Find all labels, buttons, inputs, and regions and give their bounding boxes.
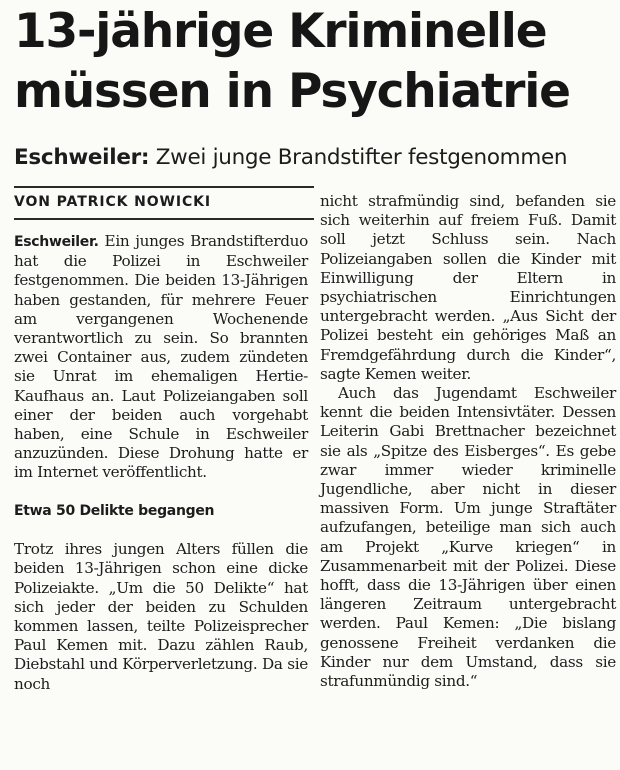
lead-place: Eschweiler.: [14, 234, 99, 250]
paragraph-3: nicht strafmündig sind, befanden sie sich weiterhin auf freiem Fuß. Damit soll jetzt Schluss sein. Nach Polizeiangaben sollen die Kinder mit Einwilligung der Eltern in psychiatrischen Einrichtungen untergebracht werden. „Aus Sicht der Polizei besteht ein gehöriges Maß an Fremdgefährdung durch die Kinder“, sagte Kemen weiter.: [320, 192, 616, 383]
section-subtitle: Etwa 50 Delikte begangen: [14, 502, 215, 519]
paragraph-intro-text: Ein junges Brandstifterduo hat die Polizei in Eschweiler festgenommen. Die beiden 13-Jährigen haben gestanden, für mehrere Feuer am vergangenen Wochenende verantwortlich zu sein. So brannten zwei Container aus, zudem zündeten sie Unrat im ehemaligen Hertie-Kaufhaus an. Laut Polizeiangaben soll einer der beiden auch vorgehabt haben, eine Schule in Eschweiler anzuzünden. Diese Drohung hatte er im Internet veröffentlicht.: [14, 232, 308, 482]
subheadline-text: Zwei junge Brandstifter festgenommen: [149, 145, 568, 170]
byline-rule-top: [14, 186, 314, 188]
column-right: [320, 192, 616, 691]
headline-line-2: müssen in Psychiatrie: [14, 64, 570, 119]
headline: [14, 2, 614, 122]
byline-rule-bottom: [14, 218, 314, 220]
column-left: [14, 232, 308, 694]
subheadline: [14, 144, 614, 172]
byline: VON PATRICK NOWICKI: [14, 194, 212, 210]
headline-line-1: 13-jährige Kriminelle: [14, 4, 547, 59]
paragraph-4: Auch das Jugendamt Eschweiler kennt die beiden Intensivtäter. Dessen Leiterin Gabi Brettnacher bezeichnet sie als „Spitze des Eisberges“. Es gebe zwar immer wieder kriminelle Jugendliche, aber nicht in dieser massiven Form. Um junge Straftäter aufzufangen, beteilige man sich auch am Projekt „Kurve kriegen“ in Zusammenarbeit mit der Polizei. Diese hofft, dass die 13-Jährigen über einen längeren Zeitraum untergebracht werden. Paul Kemen: „Die bislang genossene Freiheit verdanken die Kinder nur dem Umstand, dass sie strafunmündig sind.“: [320, 384, 616, 691]
paragraph-2: Trotz ihres jungen Alters füllen die beiden 13-Jährigen schon eine dicke Polizeiakte. „Um die 50 Delikte“ hat sich jeder der beiden zu Schulden kommen lassen, teilte Polizeisprecher Paul Kemen mit. Dazu zählen Raub, Diebstahl und Körperverletzung. Da sie noch: [14, 540, 308, 693]
paragraph-intro: [14, 232, 308, 483]
subheadline-place: Eschweiler:: [14, 145, 150, 170]
